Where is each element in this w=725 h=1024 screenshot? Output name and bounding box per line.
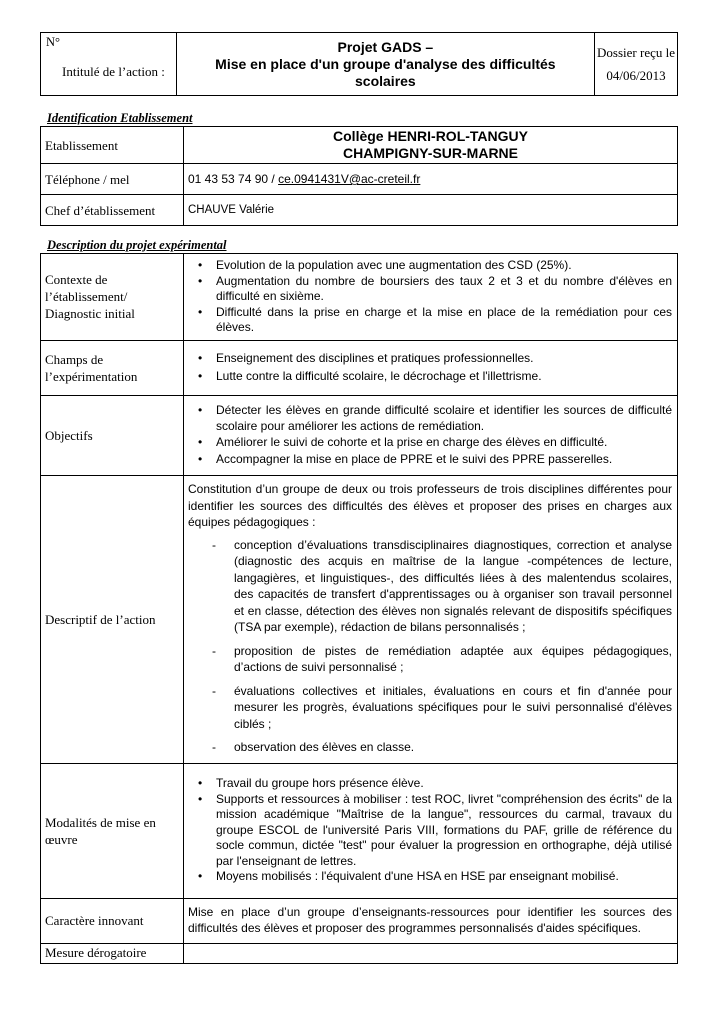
dossier-date: 04/06/2013 [606, 68, 666, 83]
derogatoire-value [184, 943, 678, 963]
description-heading: Description du projet expérimental [47, 238, 227, 252]
list-item: - évaluations collectives et initiales, évaluations en cours et fin d'année pour mesurer les progrès, évaluations spécifiques pour le suivi personnalisé d'élèves ciblés ; [234, 683, 672, 733]
contexte-label: Contexte de l’établissement/ Diagnostic initial [41, 254, 184, 341]
descriptif-cell [184, 475, 678, 763]
objectifs-label: Objectifs [41, 395, 184, 475]
list-item: • Détecter les élèves en grande difficulté scolaire et identifier les sources de difficulté scolaire pour améliorer les actions de remédiation. [216, 403, 672, 434]
contexte-cell [184, 254, 678, 341]
list-item: • Difficulté dans la prise en charge et la mise en place de la remédiation pour ces élèves. [216, 305, 672, 336]
derogatoire-label: Mesure dérogatoire [41, 943, 184, 963]
list-item: • Moyens mobilisés : l'équivalent d'une HSA en HSE par enseignant mobilisé. [216, 869, 672, 885]
descriptif-list [188, 537, 672, 756]
dossier-cell [595, 33, 678, 96]
descriptif-intro: Constitution d’un groupe de deux ou trois professeurs de trois disciplines différentes pour identifier les sources des difficultés des élèves et proposer des prises en charges aux équipes pédagogiques : [188, 482, 672, 530]
list-item: • Evolution de la population avec une augmentation des CSD (25%). [216, 258, 672, 274]
contexte-list [188, 258, 672, 336]
telephone-label: Téléphone / mel [41, 164, 184, 195]
list-item: • Lutte contre la difficulté scolaire, le décrochage et l'illettrisme. [216, 369, 672, 385]
modalites-cell [184, 763, 678, 898]
list-item: • Supports et ressources à mobiliser : test ROC, livret "compréhension des écrits" de la mission académique "Maîtrise de la langue", ressources du carmal, travaux du groupe ESCOL de l'université Paris VIII, formations du PAF, grille de référence du socle commun, dictée "test" pour évaluer la progression en orthographe, déjà utilisé par l'enseignant de lettres. [216, 792, 672, 870]
list-item: • Enseignement des disciplines et pratiques professionnelles. [216, 351, 672, 367]
identification-heading: Identification Etablissement [47, 111, 193, 125]
email-link[interactable]: ce.0941431V@ac-creteil.fr [278, 172, 421, 186]
modalites-list [188, 776, 672, 885]
etablissement-name: Collège HENRI-ROL-TANGUY [333, 128, 528, 144]
list-item: - conception d’évaluations transdisciplinaires diagnostiques, correction et analyse (diagnostic des acquis en maîtrise de la langue -compétences de lecture, langagières, et linguistiques-, des difficultés liées à des malentendus scolaires, des capacités de transfert d'apprentissages ou à organiser son travail personnel et en classe, détection des élèves non signalés relevant de dispositifs spécifiques (TSA par exemple), rédaction de bilans personnalisés ; [234, 537, 672, 636]
chef-label: Chef d’établissement [41, 195, 184, 226]
modalites-label: Modalités de mise en œuvre [41, 763, 184, 898]
list-item: • Améliorer le suivi de cohorte et la prise en charge des élèves en difficulté. [216, 435, 672, 451]
intitule-label: Intitulé de l’action : [62, 64, 165, 79]
project-title-cell [176, 33, 594, 96]
list-item: - observation des élèves en classe. [234, 739, 672, 756]
list-item: • Accompagner la mise en place de PPRE et le suivi des PPRE passerelles. [216, 452, 672, 468]
objectifs-cell [184, 395, 678, 475]
identification-table [40, 126, 678, 226]
objectifs-list [188, 403, 672, 467]
project-subtitle: Mise en place d'un groupe d'analyse des difficultés scolaires [215, 55, 556, 89]
etablissement-label: Etablissement [41, 127, 184, 164]
chef-name: CHAUVE Valérie [184, 195, 678, 226]
telephone-value: 01 43 53 74 90 [188, 172, 269, 186]
description-table [40, 253, 678, 964]
intitule-cell [41, 33, 177, 96]
etablissement-name-cell [184, 127, 678, 164]
descriptif-label: Descriptif de l’action [41, 475, 184, 763]
number-label: N° [46, 35, 61, 49]
etablissement-city: CHAMPIGNY-SUR-MARNE [343, 145, 518, 161]
champs-label: Champs de l’expérimentation [41, 340, 184, 395]
project-title: Projet GADS – [337, 38, 434, 55]
contact-separator: / [268, 172, 279, 186]
list-item: • Augmentation du nombre de boursiers des taux 2 et 3 et du nombre d'élèves en difficulté en sixième. [216, 274, 672, 305]
list-item: - proposition de pistes de remédiation adaptée aux équipes pédagogiques, d’actions de suivi personnalisé ; [234, 643, 672, 676]
header-table [40, 32, 678, 96]
innovant-text: Mise en place d’un groupe d’enseignants-ressources pour identifier les sources des difficultés des élèves et proposer des programmes personnalisés d'aides spécifiques. [184, 898, 678, 943]
champs-list [188, 351, 672, 384]
innovant-label: Caractère innovant [41, 898, 184, 943]
telephone-cell [184, 164, 678, 195]
list-item: • Travail du groupe hors présence élève. [216, 776, 672, 792]
dossier-label: Dossier reçu le [597, 45, 675, 60]
champs-cell [184, 340, 678, 395]
